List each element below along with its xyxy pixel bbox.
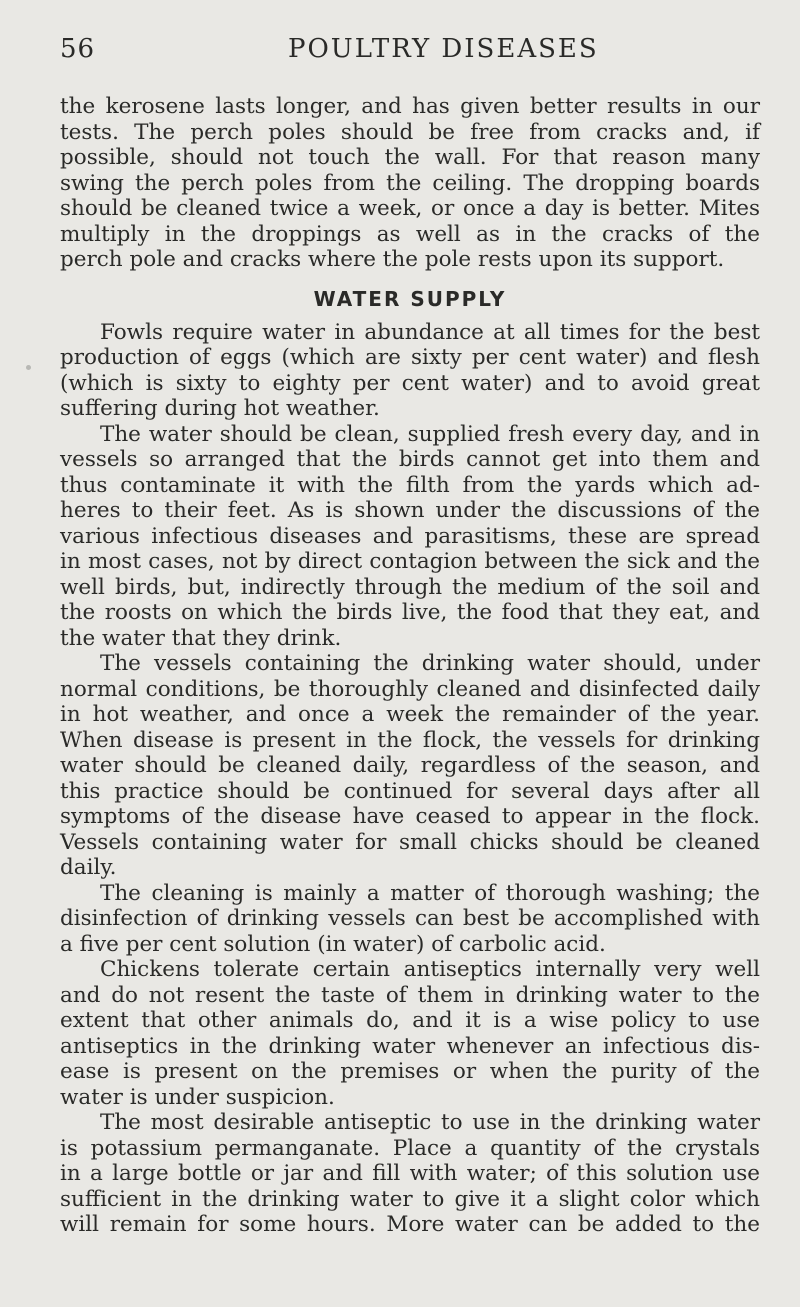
text-line: the water that they drink.	[60, 625, 342, 651]
text-line: disinfection of drinking vessels can best be accomplished with	[60, 906, 760, 931]
paragraph	[60, 651, 760, 881]
text-line: and do not resent the taste of them in drinking water to the	[60, 982, 760, 1008]
paragraph	[60, 320, 760, 422]
text-line: suffering during hot weather.	[60, 396, 380, 421]
text-line: possible, should not touch the wall. For that reason many	[60, 145, 760, 170]
text-line: Chickens tolerate certain antiseptics internally very well	[100, 957, 760, 982]
text-line: The most desirable antiseptic to use in the drinking water	[100, 1110, 760, 1135]
text-line: is potassium permanganate. Place a quantity of the crystals	[60, 1135, 760, 1161]
section-paragraphs	[60, 320, 760, 1238]
margin-spot	[26, 365, 31, 370]
text-line: The water should be clean, supplied fresh every day, and in	[100, 421, 760, 447]
text-line: sufficient in the drinking water to give it a slight color which	[60, 1186, 760, 1212]
text-line: The cleaning is mainly a matter of thorough washing; the	[100, 880, 760, 906]
text-line: a five per cent solution (in water) of carbolic acid.	[60, 931, 606, 957]
text-line: thus contaminate it with the filth from the yards which ad-	[60, 472, 760, 498]
paragraph	[60, 957, 760, 1110]
text-line: ease is present on the premises or when the purity of the	[60, 1059, 760, 1084]
text-line: should be cleaned twice a week, or once a day is better. Mites	[60, 196, 760, 221]
text-line: well birds, but, indirectly through the medium of the soil and	[60, 574, 760, 600]
paragraph	[60, 1110, 760, 1238]
text-line: daily.	[60, 855, 117, 880]
text-line: normal conditions, be thoroughly cleaned and disinfected daily	[60, 676, 760, 702]
text-line: swing the perch poles from the ceiling. The dropping boards	[60, 170, 760, 196]
page-header	[60, 34, 760, 74]
text-line: in most cases, not by direct contagion between the sick and the	[60, 549, 760, 574]
text-line: water is under suspicion.	[60, 1084, 335, 1110]
text-line: extent that other animals do, and it is a wise policy to use	[60, 1008, 760, 1033]
text-line: various infectious diseases and parasitisms, these are spread	[60, 523, 760, 549]
text-line: the kerosene lasts longer, and has given better results in our	[60, 94, 760, 119]
text-line: in hot weather, and once a week the remainder of the year.	[60, 702, 760, 727]
text-line: Fowls require water in abundance at all times for the best	[100, 319, 760, 345]
text-line: Vessels containing water for small chicks should be cleaned	[60, 829, 760, 855]
text-line: antiseptics in the drinking water whenever an infectious dis-	[60, 1033, 760, 1059]
paragraph	[60, 422, 760, 652]
page-number: 56	[60, 34, 96, 64]
text-line: The vessels containing the drinking water should, under	[100, 651, 760, 676]
text-line: symptoms of the disease have ceased to appear in the flock.	[60, 804, 760, 829]
intro-paragraph	[60, 94, 760, 273]
running-head: POULTRY DISEASES	[288, 34, 599, 64]
text-line: will remain for some hours. More water can be added to the	[60, 1212, 760, 1237]
section-heading: WATER SUPPLY	[313, 286, 507, 311]
text-line: When disease is present in the flock, the vessels for drinking	[60, 727, 760, 753]
text-line: tests. The perch poles should be free from cracks and, if	[60, 119, 760, 145]
body-text	[60, 94, 760, 1238]
text-line: heres to their feet. As is shown under the discussions of the	[60, 498, 760, 523]
paragraph	[60, 881, 760, 958]
text-line: this practice should be continued for several days after all	[60, 778, 760, 804]
text-line: multiply in the droppings as well as in the cracks of the	[60, 221, 760, 247]
text-line: production of eggs (which are sixty per cent water) and flesh	[60, 345, 760, 370]
text-line: vessels so arranged that the birds cannot get into them and	[60, 447, 760, 472]
text-line: water should be cleaned daily, regardless of the season, and	[60, 753, 760, 778]
text-line: the roosts on which the birds live, the food that they eat, and	[60, 600, 760, 625]
text-line: perch pole and cracks where the pole rests upon its support.	[60, 247, 725, 272]
text-line: (which is sixty to eighty per cent water) and to avoid great	[60, 370, 760, 396]
text-line: in a large bottle or jar and fill with water; of this solution use	[60, 1161, 760, 1186]
